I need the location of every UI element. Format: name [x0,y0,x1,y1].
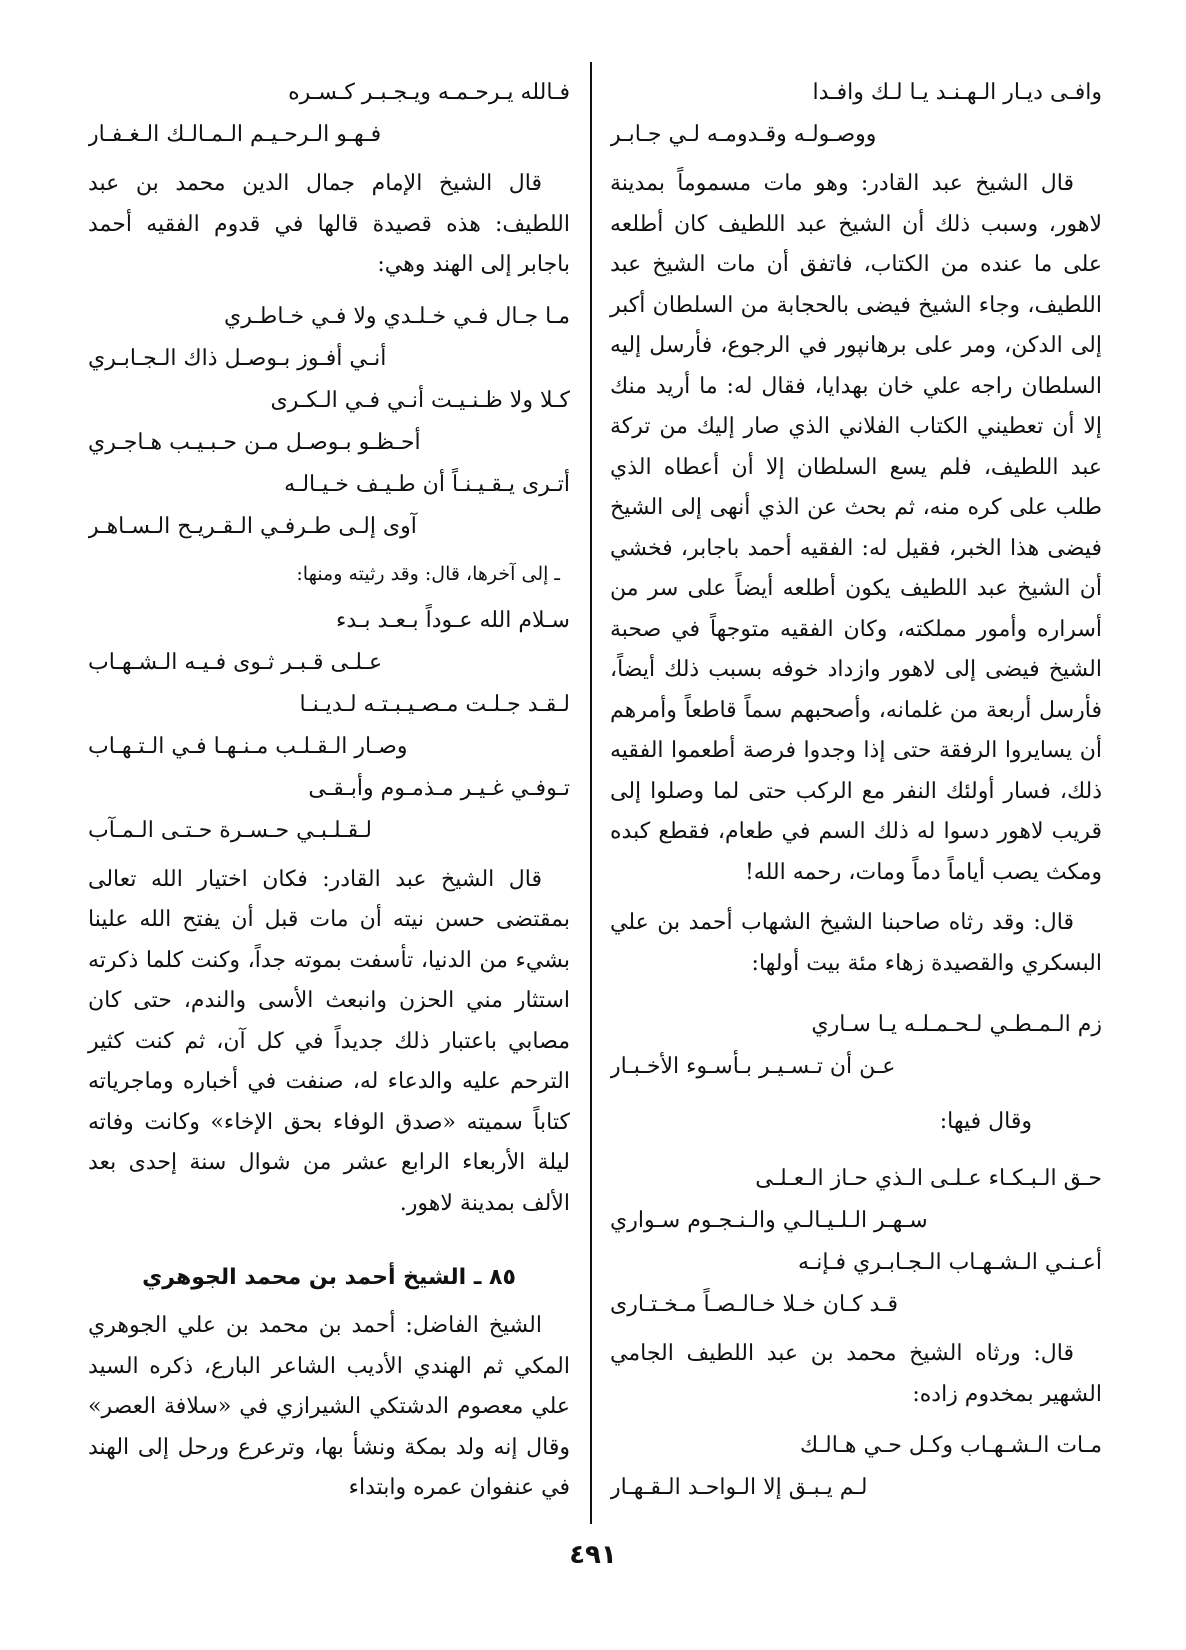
page-number: ٤٩١ [569,1540,617,1570]
verse-line: أنـي أفـوز بـوصـل ذاك الـجـابـري [88,345,387,371]
verse-line: لـقـلـبـي حـسـرة حـتـى الـمـآب [88,817,372,843]
verse-line: فـالله يـرحـمـه ويـجـبـر كـسـره [288,80,570,105]
verse-line: فـهـو الـرحـيـم الـمـالـك الـغـفـار [88,122,382,147]
verse-line: أتـرى يـقـيـنـاً أن طـيـف خـيـالـه [284,471,570,497]
verse-line: لـقـد جـلـت مـصـيـبـتـه لـديـنـا [299,691,570,717]
left-column [88,72,570,1519]
paragraph: قال: وقد رثاه صاحبنا الشيخ الشهاب أحمد بن علي البسكري والقصيدة زهاء مئة بيت أولها: [610,910,1102,976]
right-column [610,72,1102,1509]
verse-line: لـم يـبـق إلا الـواحـد الـقـهـار [610,1475,868,1500]
verse-line: مـا جـال فـي خـلـدي ولا فـي خـاطـري [224,303,570,329]
paragraph: قال الشيخ الإمام جمال الدين محمد بن عبد اللطيف: هذه قصيدة قالها في قدوم الفقيه أحمد باجابر إلى الهند وهي: [88,171,570,277]
verse-line: حـق الـبـكـاء عـلـى الـذي حـاز الـعـلـى [755,1166,1102,1191]
verse-line: ووصـولـه وقـدومـه لـي جـابـر [610,122,877,147]
verse-line: مـات الـشـهـاب وكـل حـي هـالـك [800,1433,1102,1458]
intro-text: ـ إلى آخرها، قال: وقد رثيته ومنها: [296,562,560,585]
paragraph: الشيخ الفاضل: أحمد بن محمد بن علي الجوهري المكي ثم الهندي الأديب الشاعر البارع، ذكره السيد علي معصوم الدشتكي الشيرازي في «سلافة العصر» وقال إنه ولد بمكة ونشأ بها، وترعرع ورحل إلى الهند في عنفوان عمره وابتداء [88,1313,570,1500]
verse-line: زم الـمـطـي لـحـمـلـه يـا سـاري [811,1012,1102,1037]
verse-line: سـهـر الـلـيـالـي والـنـجـوم سـواري [610,1208,928,1233]
verse-line: سـلام الله عـوداً بـعـد بـدء [336,607,570,633]
verse-line: أحـظـو بـوصـل مـن حـبـيـب هـاجـري [88,429,421,455]
verse-line: وصـار الـقـلـب مـنـهـا فـي الـتـهـاب [88,733,408,759]
verse-line: وافـى ديـار الـهـنـد يـا لـك وافـدا [812,80,1102,105]
intro-text: وقال فيها: [939,1109,1032,1134]
verse-line: تـوفـي غـيـر مـذمـوم وأبـقـى [308,775,570,801]
paragraph: قال: ورثاه الشيخ محمد بن عبد اللطيف الجامي الشهير بمخدوم زاده: [610,1341,1102,1407]
paragraph: قال الشيخ عبد القادر: وهو مات مسموماً بمدينة لاهور، وسبب ذلك أن الشيخ عبد اللطيف كان أطلعه على ما عنده من الكتاب، فاتفق أن مات الشيخ عبد اللطيف، وجاء الشيخ فيضى بالحجابة من السلطان أكبر إلى الدكن، ومر على برهانپور في الرجوع، فأرسل إليه السلطان راجه علي خان بهدايا، فقال له: ما أريد منك إلا أن تعطيني الكتاب الفلاني الذي صار إليك من تركة عبد اللطيف، فلم يسع السلطان إلا أن أعطاه الذي طلب على كره منه، ثم بحث عن الذي أنهى إلى الشيخ فيضى هذا الخبر، فقيل له: الفقيه أحمد باجابر، فخشي أن الشيخ عبد اللطيف يكون أطلعه أيضاً على سر من أسراره وأمور مملكته، وكان الفقيه متوجهاً في صحبة الشيخ فيضى إلى لاهور وازداد خوفه بسبب ذلك أيضاً، فأرسل أربعة من غلمانه، وأصحبهم سماً قاطعاً وأمرهم أن يسايروا الرفقة حتى إذا وجدوا فرصة أطعموا الفقيه ذلك، فسار أولئك النفر مع الركب حتى لما وصلوا إلى قريب لاهور دسوا له ذلك السم في طعام، فقطع كبده ومكث يصب أياماً دماً ومات، رحمه الله! [610,171,1102,885]
verse-line: آوى إلـى طـرفـي الـقـريـح الـسـاهـر [88,513,417,539]
verse-line: عـن أن تـسـيـر بـأسـوء الأخـبـار [610,1054,896,1079]
column-divider [590,62,592,1524]
paragraph: قال الشيخ عبد القادر: فكان اختيار الله تعالى بمقتضى حسن نيته أن مات قبل أن يفتح الله علينا بشيء من الدنيا، تأسفت بموته جداً، وكنت كلما ذكرته استثار مني الحزن وانبعث الأسى والندم، حتى كان مصابي باعتبار ذلك جديداً في كل آن، ثم كنت كثير الترحم عليه والدعاء له، صنفت في أخباره وماجرياته كتاباً سميته «صدق الوفاء بحق الإخاء» وكانت وفاته ليلة الأربعاء الرابع عشر من شوال سنة إحدى بعد الألف بمدينة لاهور. [88,866,570,1216]
verse-line: عـلـى قـبـر ثـوى فـيـه الـشـهـاب [88,649,383,675]
verse-line: كـلا ولا ظـنـيـت أنـي فـي الـكـرى [270,387,570,413]
section-heading: ٨٥ ـ الشيخ أحمد بن محمد الجوهري [142,1265,516,1290]
verse-line: أعـنـي الـشـهـاب الـجـابـري فـإنـه [798,1250,1102,1275]
verse-line: قـد كـان خـلا خـالـصـاً مـخـتـارى [610,1292,899,1317]
